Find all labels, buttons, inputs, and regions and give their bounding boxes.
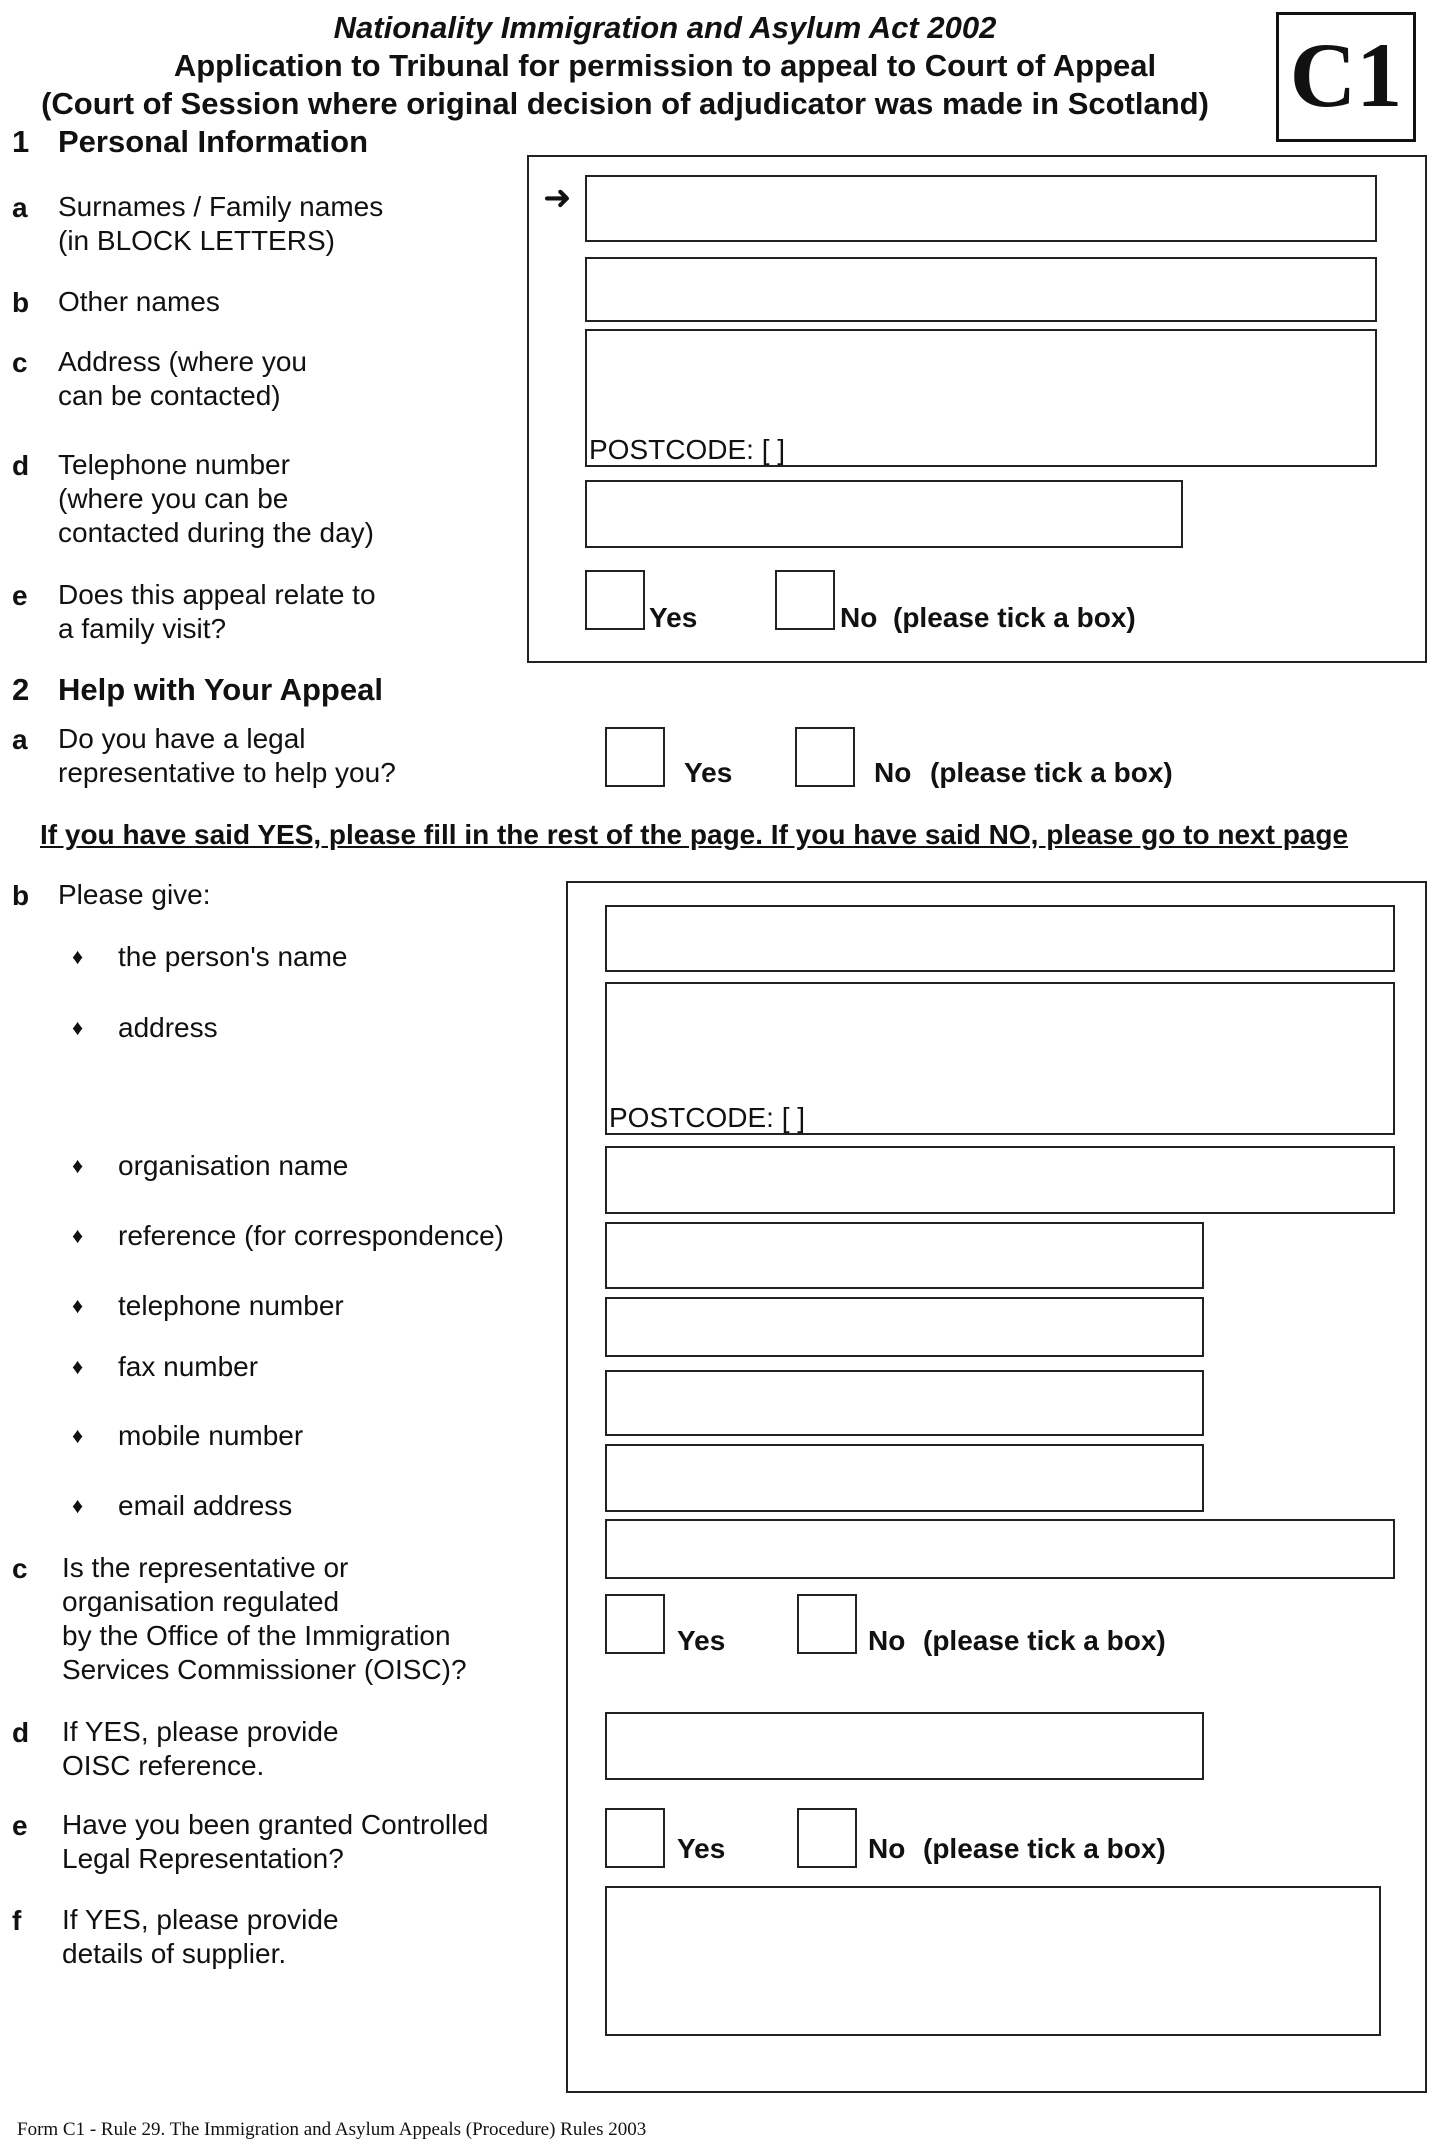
bullet-icon: ♦ xyxy=(72,1423,84,1448)
s2e-line2: Legal Representation? xyxy=(62,1843,344,1874)
rep-address-field[interactable] xyxy=(605,982,1395,1135)
s2c-line1: Is the representative or xyxy=(62,1552,349,1583)
rep-name-field[interactable] xyxy=(605,905,1395,972)
bullet-icon: ♦ xyxy=(72,1223,84,1248)
bullet-icon: ♦ xyxy=(72,1293,84,1318)
s1e-letter: e xyxy=(12,580,28,611)
legal-rep-yes-label: Yes xyxy=(684,757,733,788)
email-field[interactable] xyxy=(605,1519,1395,1579)
s2c-line4: Services Commissioner (OISC)? xyxy=(62,1654,467,1685)
arrow-right-icon: ➜ xyxy=(543,179,572,217)
rep-telephone-field[interactable] xyxy=(605,1297,1204,1357)
section1-title: Personal Information xyxy=(58,124,369,159)
s2f-letter: f xyxy=(12,1905,22,1936)
bullet-icon: ♦ xyxy=(72,1354,84,1379)
mobile-field[interactable] xyxy=(605,1444,1204,1512)
oisc-yes-checkbox[interactable] xyxy=(605,1594,665,1654)
family-visit-no-checkbox[interactable] xyxy=(775,570,835,630)
s1a-line1: Surnames / Family names xyxy=(58,191,384,222)
supplier-details-field[interactable] xyxy=(605,1886,1381,2036)
bullet-icon: ♦ xyxy=(72,1493,84,1518)
legal-rep-no-checkbox[interactable] xyxy=(795,727,855,787)
bullet-icon: ♦ xyxy=(72,1153,84,1178)
legal-rep-no-label: No xyxy=(874,757,912,788)
bullet-icon: ♦ xyxy=(72,944,84,969)
form-code: C1 xyxy=(1289,24,1403,126)
bullet-fax: fax number xyxy=(118,1351,259,1382)
section2-number: 2 xyxy=(12,672,30,707)
s2f-line1: If YES, please provide xyxy=(62,1904,339,1935)
clr-no-label: No xyxy=(868,1833,906,1864)
s1a-line2: (in BLOCK LETTERS) xyxy=(58,225,335,256)
s2a-line2: representative to help you? xyxy=(58,757,396,788)
s1b-line1: Other names xyxy=(58,286,220,317)
bullet-telephone: telephone number xyxy=(118,1290,344,1321)
s2b-letter: b xyxy=(12,880,30,911)
clr-yes-checkbox[interactable] xyxy=(605,1808,665,1868)
s2d-line1: If YES, please provide xyxy=(62,1716,339,1747)
bullet-organisation-name: organisation name xyxy=(118,1150,349,1181)
clr-hint: (please tick a box) xyxy=(923,1833,1166,1864)
address-field[interactable] xyxy=(585,329,1377,467)
s2d-line2: OISC reference. xyxy=(62,1750,265,1781)
oisc-no-label: No xyxy=(868,1625,906,1656)
s2c-line2: organisation regulated xyxy=(62,1586,340,1617)
telephone-field[interactable] xyxy=(585,480,1183,548)
footer-note: Form C1 - Rule 29. The Immigration and Asylum Appeals (Procedure) Rules 2003 xyxy=(17,2119,647,2140)
surname-field[interactable] xyxy=(585,175,1377,242)
reference-field[interactable] xyxy=(605,1222,1204,1289)
bullet-email: email address xyxy=(118,1490,293,1521)
s2e-letter: e xyxy=(12,1810,28,1841)
s1d-line3: contacted during the day) xyxy=(58,517,374,548)
section2-title: Help with Your Appeal xyxy=(58,672,383,707)
s1e-line1: Does this appeal relate to xyxy=(58,579,376,610)
bullet-icon: ♦ xyxy=(72,1015,84,1040)
instruction-note: If you have said YES, please fill in the rest of the page. If you have said NO, please go to next page xyxy=(40,819,1349,850)
s1c-line2: can be contacted) xyxy=(58,380,281,411)
bullet-reference: reference (for correspondence) xyxy=(118,1220,504,1251)
s2a-letter: a xyxy=(12,724,28,755)
form-code-box xyxy=(1276,12,1416,142)
rep-postcode-label: POSTCODE: [ ] xyxy=(609,1102,806,1133)
s2d-letter: d xyxy=(12,1717,30,1748)
bullet-mobile: mobile number xyxy=(118,1420,304,1451)
oisc-reference-field[interactable] xyxy=(605,1712,1204,1780)
clr-yes-label: Yes xyxy=(677,1833,726,1864)
family-visit-hint: (please tick a box) xyxy=(893,602,1136,633)
clr-no-checkbox[interactable] xyxy=(797,1808,857,1868)
oisc-hint: (please tick a box) xyxy=(923,1625,1166,1656)
s1d-letter: d xyxy=(12,450,30,481)
family-visit-yes-checkbox[interactable] xyxy=(585,570,645,630)
oisc-yes-label: Yes xyxy=(677,1625,726,1656)
form-title: Application to Tribunal for permission to appeal to Court of Appeal xyxy=(173,48,1157,83)
section1-number: 1 xyxy=(12,124,30,159)
other-names-field[interactable] xyxy=(585,257,1377,322)
family-visit-yes-label: Yes xyxy=(649,602,698,633)
s2c-line3: by the Office of the Immigration xyxy=(62,1620,451,1651)
legal-rep-yes-checkbox[interactable] xyxy=(605,727,665,787)
family-visit-no-label: No xyxy=(840,602,878,633)
legal-rep-hint: (please tick a box) xyxy=(930,757,1173,788)
s1b-letter: b xyxy=(12,287,30,318)
s2c-letter: c xyxy=(12,1553,28,1584)
s2f-line2: details of supplier. xyxy=(62,1938,287,1969)
s1e-line2: a family visit? xyxy=(58,613,227,644)
s1a-letter: a xyxy=(12,192,28,223)
s2b-intro: Please give: xyxy=(58,879,211,910)
organisation-name-field[interactable] xyxy=(605,1146,1395,1214)
s2a-line1: Do you have a legal xyxy=(58,723,306,754)
oisc-no-checkbox[interactable] xyxy=(797,1594,857,1654)
act-title: Nationality Immigration and Asylum Act 2002 xyxy=(333,10,997,45)
form-subtitle: (Court of Session where original decision of adjudicator was made in Scotland) xyxy=(41,86,1209,121)
s1c-line1: Address (where you xyxy=(58,346,308,377)
bullet-address: address xyxy=(118,1012,218,1043)
postcode-label: POSTCODE: [ ] xyxy=(589,434,786,465)
s1d-line1: Telephone number xyxy=(58,449,290,480)
fax-field[interactable] xyxy=(605,1370,1204,1436)
bullet-persons-name: the person's name xyxy=(118,941,348,972)
s1c-letter: c xyxy=(12,347,28,378)
s1d-line2: (where you can be xyxy=(58,483,289,514)
s2e-line1: Have you been granted Controlled xyxy=(62,1809,489,1840)
